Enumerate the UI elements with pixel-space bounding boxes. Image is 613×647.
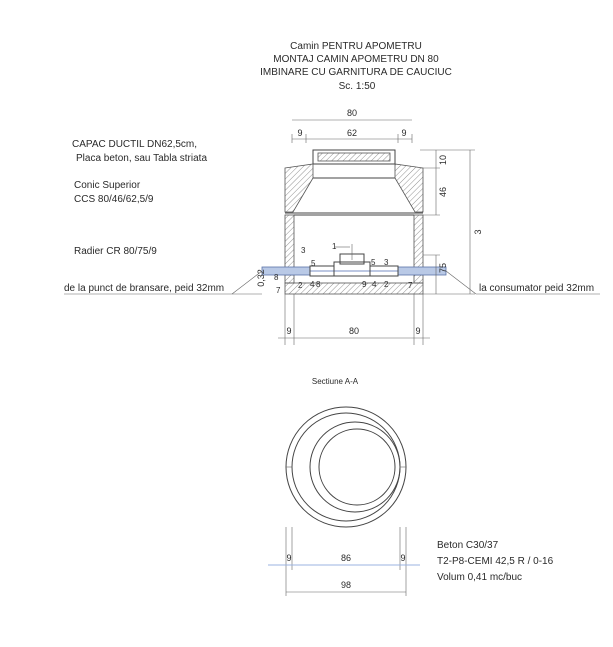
dim-cover-width: 62 [346,128,358,138]
dim-cover-right: 9 [401,128,407,138]
plan-opening-circle [319,429,395,505]
part-2-right: 2 [384,280,389,289]
manhole-section [262,150,446,295]
part-9-right: 9 [362,280,367,289]
part-5-right: 5 [371,258,376,267]
part-5-left: 5 [311,259,316,268]
top-dimensions [292,108,412,143]
plan-dimensions [268,527,420,596]
dim-bottom-left: 9 [286,326,292,336]
conic-label-1: Conic Superior [74,180,141,191]
dim-bottom-inner: 80 [348,326,360,336]
concrete-label-3: Volum 0,41 mc/buc [437,572,523,583]
scale-label: Sc. 1:50 [338,81,376,92]
dim-cover-height: 10 [438,154,448,166]
dim-cone-height: 46 [438,186,448,198]
dim-plan-right: 9 [400,553,406,563]
dim-plan-left: 9 [286,553,292,563]
radier-label: Radier CR 80/75/9 [74,246,157,257]
dim-plan-total: 98 [340,580,352,590]
plan-cone-circle [310,422,400,512]
wall-left [285,215,294,275]
inlet-label: de la punct de bransare, peid 32mm [64,283,225,294]
dim-radier-height: 75 [438,262,448,274]
plan-view [286,407,406,527]
title-line-3: IMBINARE CU GARNITURA DE CAUCIUC [260,67,452,78]
title-line-2: MONTAJ CAMIN APOMETRU DN 80 [273,54,439,65]
part-8-left: 8 [274,273,279,282]
dim-total-height: 3 [473,229,483,235]
title-line-1: Camin PENTRU APOMETRU [290,41,422,52]
dim-bottom-right: 9 [415,326,421,336]
concrete-label-2: T2-P8-CEMI 42,5 R / 0-16 [437,556,554,567]
cone-wall-left [285,164,313,212]
plan-inner-circle [292,413,400,521]
dim-pipe-height: 0,32 [256,269,266,287]
part-4-right: 4 [372,280,377,289]
part-7-right: 7 [408,281,413,290]
plan-outer-circle [286,407,406,527]
base-slab [285,283,423,294]
cover-plate [318,153,390,161]
dim-top-width: 80 [346,108,358,118]
left-labels [64,139,262,294]
dim-cover-left: 9 [297,128,303,138]
cover-label-2: Placa beton, sau Tabla striata [76,153,208,164]
part-3-left: 3 [301,246,306,255]
cone-wall-right [395,164,423,212]
cover-label-1: CAPAC DUCTIL DN62,5cm, [72,139,198,150]
right-labels [446,271,600,294]
section-title: Sectiune A-A [311,377,359,386]
outlet-label: la consumator peid 32mm [479,283,595,294]
bottom-dimensions [278,294,430,345]
title-block [260,41,452,92]
part-7-left: 7 [276,286,281,295]
part-1: 1 [332,242,337,251]
concrete-spec [437,540,554,583]
part-2-left: 2 [298,281,303,290]
conic-label-2: CCS 80/46/62,5/9 [74,194,154,205]
part-8-mid: 8 [316,280,321,289]
part-3-right: 3 [384,258,389,267]
part-4-left: 4 [310,280,315,289]
wall-right [414,215,423,275]
inlet-pipe [262,267,310,275]
concrete-label-1: Beton C30/37 [437,540,499,551]
dim-plan-inner: 86 [340,553,352,563]
